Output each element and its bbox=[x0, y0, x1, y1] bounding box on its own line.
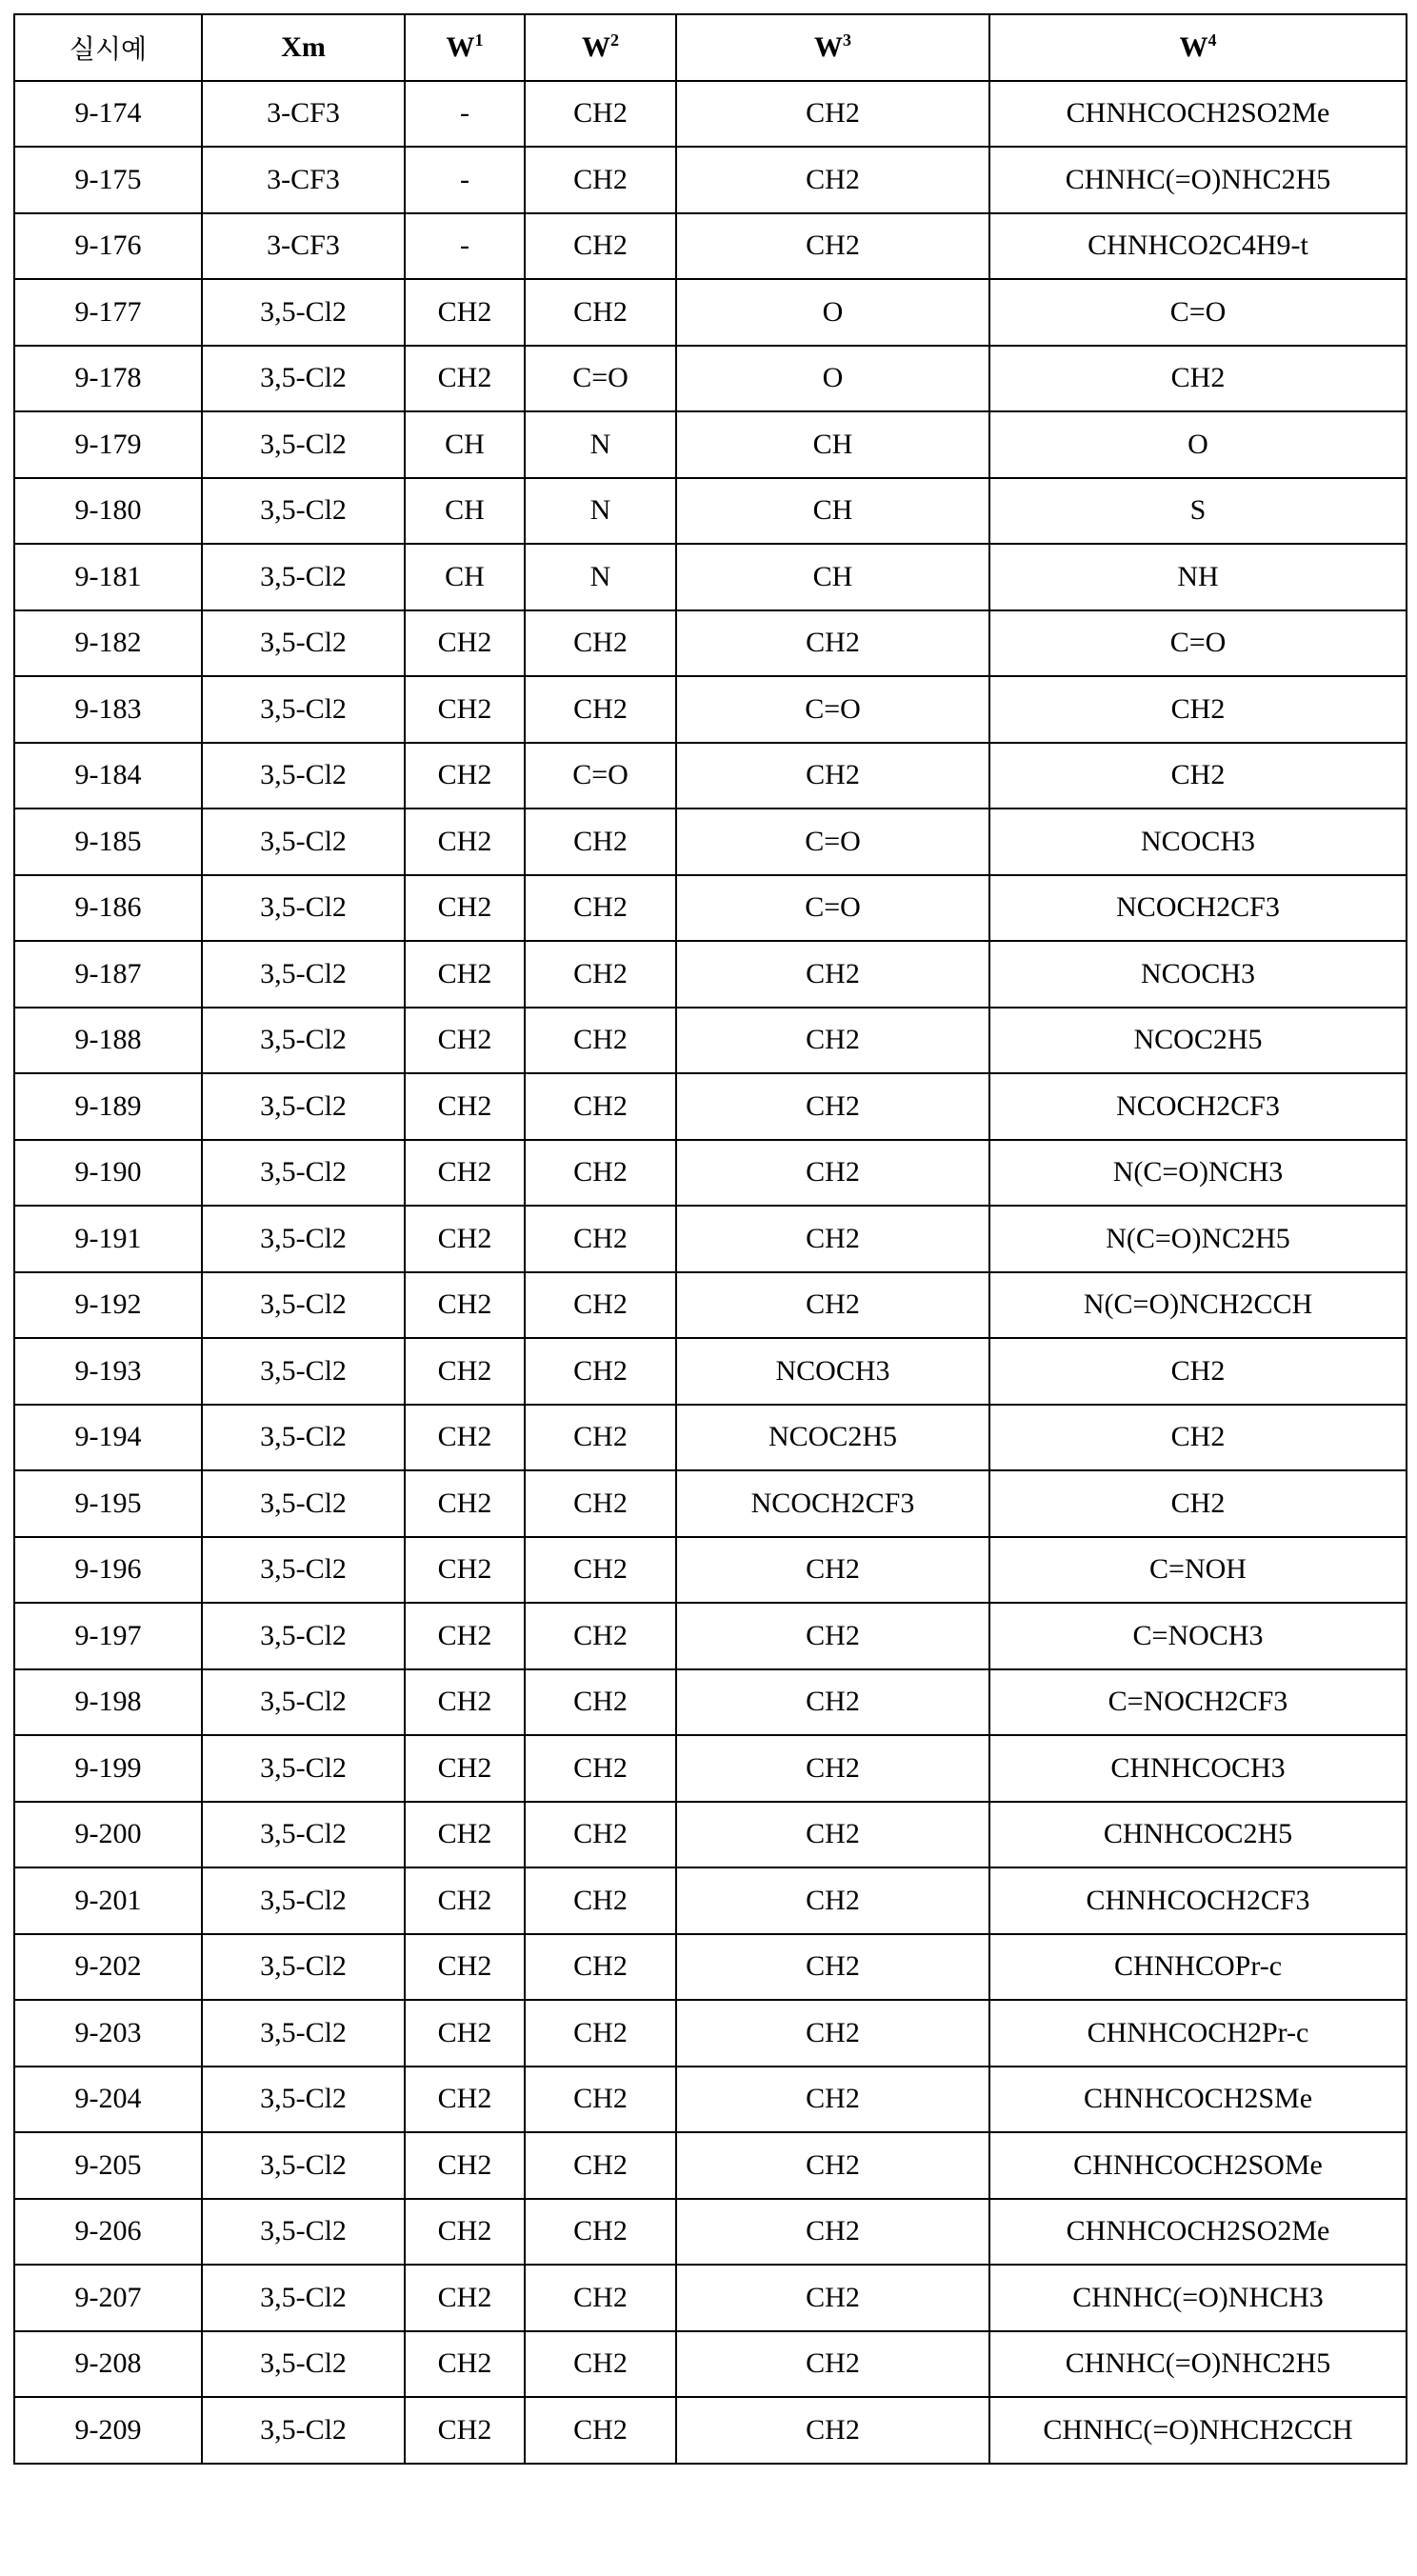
header-label: Xm bbox=[281, 31, 326, 63]
table-row bbox=[14, 1272, 1407, 1339]
cell-w2: CH2 bbox=[525, 2331, 676, 2398]
table-row bbox=[14, 279, 1407, 346]
cell-xm: 3,5-Cl2 bbox=[202, 610, 405, 677]
cell-w2: CH2 bbox=[525, 1008, 676, 1074]
cell-w4: CHNHCOCH2SO2Me bbox=[989, 81, 1407, 148]
cell-w3: CH2 bbox=[676, 1140, 989, 1207]
cell-xm: 3,5-Cl2 bbox=[202, 809, 405, 875]
cell-w3: CH2 bbox=[676, 1272, 989, 1339]
cell-w1: CH2 bbox=[405, 346, 525, 412]
cell-example-no: 9-190 bbox=[14, 1140, 202, 1207]
header-superscript: 3 bbox=[843, 30, 851, 50]
cell-example-no: 9-207 bbox=[14, 2265, 202, 2331]
cell-example-no: 9-182 bbox=[14, 610, 202, 677]
header-superscript: 4 bbox=[1208, 30, 1217, 50]
header-superscript: 1 bbox=[475, 30, 484, 50]
table-row bbox=[14, 610, 1407, 677]
cell-w4: CH2 bbox=[989, 1405, 1407, 1471]
cell-example-no: 9-204 bbox=[14, 2067, 202, 2133]
table-row bbox=[14, 1669, 1407, 1736]
header-label: W bbox=[814, 31, 843, 63]
cell-example-no: 9-196 bbox=[14, 1537, 202, 1604]
cell-w1: CH2 bbox=[405, 279, 525, 346]
cell-example-no: 9-179 bbox=[14, 411, 202, 478]
table-row bbox=[14, 1735, 1407, 1802]
cell-w3: C=O bbox=[676, 676, 989, 743]
cell-xm: 3-CF3 bbox=[202, 213, 405, 280]
cell-w2: CH2 bbox=[525, 1669, 676, 1736]
cell-w2: CH2 bbox=[525, 1802, 676, 1868]
cell-w1: CH2 bbox=[405, 2397, 525, 2464]
cell-w3: CH2 bbox=[676, 1008, 989, 1074]
cell-w2: CH2 bbox=[525, 2132, 676, 2199]
table-row bbox=[14, 346, 1407, 412]
cell-w1: CH2 bbox=[405, 1073, 525, 1140]
cell-w1: CH2 bbox=[405, 1470, 525, 1537]
cell-example-no: 9-192 bbox=[14, 1272, 202, 1339]
table-row bbox=[14, 1603, 1407, 1669]
cell-w1: CH2 bbox=[405, 676, 525, 743]
table-row bbox=[14, 2331, 1407, 2398]
cell-w4: CHNHCOC2H5 bbox=[989, 1802, 1407, 1868]
cell-w1: CH2 bbox=[405, 1934, 525, 2001]
cell-w2: CH2 bbox=[525, 2199, 676, 2266]
cell-w1: CH2 bbox=[405, 1272, 525, 1339]
cell-w1: - bbox=[405, 213, 525, 280]
cell-w1: CH2 bbox=[405, 941, 525, 1008]
cell-example-no: 9-187 bbox=[14, 941, 202, 1008]
cell-w2: CH2 bbox=[525, 1338, 676, 1405]
cell-w1: CH2 bbox=[405, 610, 525, 677]
cell-w3: CH2 bbox=[676, 1206, 989, 1272]
cell-example-no: 9-191 bbox=[14, 1206, 202, 1272]
table-row bbox=[14, 1338, 1407, 1405]
cell-w4: CH2 bbox=[989, 676, 1407, 743]
cell-example-no: 9-195 bbox=[14, 1470, 202, 1537]
header-label: 실시예 bbox=[70, 33, 147, 65]
cell-w1: - bbox=[405, 147, 525, 213]
cell-w4: CHNHCOCH2SMe bbox=[989, 2067, 1407, 2133]
cell-w4: C=NOH bbox=[989, 1537, 1407, 1604]
cell-w4: NH bbox=[989, 544, 1407, 610]
cell-w2: CH2 bbox=[525, 81, 676, 148]
cell-xm: 3,5-Cl2 bbox=[202, 1272, 405, 1339]
header-w2 bbox=[525, 14, 676, 81]
cell-xm: 3-CF3 bbox=[202, 81, 405, 148]
cell-w3: CH2 bbox=[676, 2000, 989, 2067]
cell-w4: C=O bbox=[989, 279, 1407, 346]
cell-w2: CH2 bbox=[525, 147, 676, 213]
cell-w2: CH2 bbox=[525, 1073, 676, 1140]
table-row bbox=[14, 2397, 1407, 2464]
table-row bbox=[14, 2000, 1407, 2067]
header-w1 bbox=[405, 14, 525, 81]
cell-w1: CH bbox=[405, 478, 525, 545]
table-row bbox=[14, 1140, 1407, 1207]
cell-w3: CH2 bbox=[676, 1603, 989, 1669]
cell-example-no: 9-183 bbox=[14, 676, 202, 743]
cell-w1: CH2 bbox=[405, 1669, 525, 1736]
cell-w4: O bbox=[989, 411, 1407, 478]
cell-w3: CH2 bbox=[676, 1669, 989, 1736]
cell-w4: CH2 bbox=[989, 346, 1407, 412]
cell-w1: CH2 bbox=[405, 2265, 525, 2331]
table-row bbox=[14, 147, 1407, 213]
table-row bbox=[14, 1405, 1407, 1471]
cell-xm: 3,5-Cl2 bbox=[202, 1867, 405, 1934]
cell-w1: CH2 bbox=[405, 1802, 525, 1868]
cell-w3: CH2 bbox=[676, 743, 989, 809]
cell-w4: C=NOCH2CF3 bbox=[989, 1669, 1407, 1736]
cell-w3: CH2 bbox=[676, 81, 989, 148]
cell-w3: CH2 bbox=[676, 610, 989, 677]
table-row bbox=[14, 544, 1407, 610]
cell-xm: 3,5-Cl2 bbox=[202, 346, 405, 412]
cell-xm: 3,5-Cl2 bbox=[202, 2132, 405, 2199]
cell-xm: 3,5-Cl2 bbox=[202, 2331, 405, 2398]
cell-w3: CH2 bbox=[676, 2199, 989, 2266]
cell-w2: CH2 bbox=[525, 1934, 676, 2001]
cell-w1: CH2 bbox=[405, 1008, 525, 1074]
cell-xm: 3,5-Cl2 bbox=[202, 2397, 405, 2464]
cell-example-no: 9-184 bbox=[14, 743, 202, 809]
cell-xm: 3,5-Cl2 bbox=[202, 2199, 405, 2266]
cell-w3: CH2 bbox=[676, 2265, 989, 2331]
header-w3 bbox=[676, 14, 989, 81]
table-row bbox=[14, 411, 1407, 478]
cell-xm: 3,5-Cl2 bbox=[202, 875, 405, 942]
table-row bbox=[14, 81, 1407, 148]
cell-w1: CH2 bbox=[405, 875, 525, 942]
cell-w2: CH2 bbox=[525, 1206, 676, 1272]
cell-w1: CH2 bbox=[405, 1603, 525, 1669]
cell-w1: CH2 bbox=[405, 1537, 525, 1604]
cell-w3: C=O bbox=[676, 875, 989, 942]
cell-w3: CH2 bbox=[676, 2397, 989, 2464]
cell-w4: CHNHCOCH2Pr-c bbox=[989, 2000, 1407, 2067]
cell-example-no: 9-200 bbox=[14, 1802, 202, 1868]
table-row bbox=[14, 1206, 1407, 1272]
cell-w4: CHNHCOPr-c bbox=[989, 1934, 1407, 2001]
cell-example-no: 9-209 bbox=[14, 2397, 202, 2464]
cell-w3: CH2 bbox=[676, 213, 989, 280]
cell-w2: CH2 bbox=[525, 1735, 676, 1802]
cell-w4: CHNHC(=O)NHCH3 bbox=[989, 2265, 1407, 2331]
header-label: W bbox=[582, 31, 610, 63]
table-row bbox=[14, 2067, 1407, 2133]
cell-xm: 3,5-Cl2 bbox=[202, 1008, 405, 1074]
cell-w3: CH2 bbox=[676, 1867, 989, 1934]
header-row bbox=[14, 14, 1407, 81]
cell-w1: CH2 bbox=[405, 2000, 525, 2067]
cell-w4: CH2 bbox=[989, 1338, 1407, 1405]
cell-w3: CH2 bbox=[676, 1934, 989, 2001]
cell-w2: CH2 bbox=[525, 676, 676, 743]
cell-xm: 3,5-Cl2 bbox=[202, 1206, 405, 1272]
cell-w2: CH2 bbox=[525, 1470, 676, 1537]
cell-w1: CH2 bbox=[405, 2199, 525, 2266]
cell-w1: CH bbox=[405, 544, 525, 610]
table-row bbox=[14, 809, 1407, 875]
cell-w2: CH2 bbox=[525, 213, 676, 280]
table-row bbox=[14, 1537, 1407, 1604]
cell-w3: CH bbox=[676, 411, 989, 478]
cell-w3: CH2 bbox=[676, 1537, 989, 1604]
cell-w2: N bbox=[525, 478, 676, 545]
table-row bbox=[14, 2265, 1407, 2331]
cell-w2: CH2 bbox=[525, 2067, 676, 2133]
cell-example-no: 9-181 bbox=[14, 544, 202, 610]
cell-example-no: 9-208 bbox=[14, 2331, 202, 2398]
cell-w3: CH2 bbox=[676, 147, 989, 213]
cell-w4: CHNHCOCH2CF3 bbox=[989, 1867, 1407, 1934]
cell-example-no: 9-202 bbox=[14, 1934, 202, 2001]
table-row bbox=[14, 1470, 1407, 1537]
cell-w3: CH2 bbox=[676, 2331, 989, 2398]
compound-table bbox=[13, 13, 1407, 2465]
cell-w4: C=NOCH3 bbox=[989, 1603, 1407, 1669]
table-row bbox=[14, 1802, 1407, 1868]
cell-w4: CHNHC(=O)NHCH2CCH bbox=[989, 2397, 1407, 2464]
cell-xm: 3,5-Cl2 bbox=[202, 1669, 405, 1736]
cell-example-no: 9-197 bbox=[14, 1603, 202, 1669]
cell-w3: CH2 bbox=[676, 2132, 989, 2199]
cell-w4: NCOC2H5 bbox=[989, 1008, 1407, 1074]
cell-xm: 3,5-Cl2 bbox=[202, 544, 405, 610]
cell-xm: 3,5-Cl2 bbox=[202, 2265, 405, 2331]
table-row bbox=[14, 478, 1407, 545]
table-row bbox=[14, 743, 1407, 809]
cell-w3: CH2 bbox=[676, 2067, 989, 2133]
cell-xm: 3,5-Cl2 bbox=[202, 676, 405, 743]
cell-w4: N(C=O)NC2H5 bbox=[989, 1206, 1407, 1272]
cell-xm: 3,5-Cl2 bbox=[202, 1073, 405, 1140]
cell-xm: 3,5-Cl2 bbox=[202, 279, 405, 346]
cell-w3: CH2 bbox=[676, 941, 989, 1008]
cell-w3: CH2 bbox=[676, 1802, 989, 1868]
cell-example-no: 9-189 bbox=[14, 1073, 202, 1140]
cell-w4: N(C=O)NCH3 bbox=[989, 1140, 1407, 1207]
table-row bbox=[14, 875, 1407, 942]
cell-w2: CH2 bbox=[525, 2000, 676, 2067]
cell-w2: CH2 bbox=[525, 1272, 676, 1339]
cell-w1: CH2 bbox=[405, 1338, 525, 1405]
table-row bbox=[14, 676, 1407, 743]
cell-xm: 3,5-Cl2 bbox=[202, 1537, 405, 1604]
cell-w4: NCOCH2CF3 bbox=[989, 875, 1407, 942]
cell-xm: 3,5-Cl2 bbox=[202, 1802, 405, 1868]
cell-w4: NCOCH3 bbox=[989, 809, 1407, 875]
table-row bbox=[14, 1934, 1407, 2001]
cell-example-no: 9-174 bbox=[14, 81, 202, 148]
header-label: W bbox=[447, 31, 475, 63]
cell-w2: CH2 bbox=[525, 2397, 676, 2464]
cell-w1: CH2 bbox=[405, 2132, 525, 2199]
header-example-no bbox=[14, 14, 202, 81]
cell-w2: CH2 bbox=[525, 1140, 676, 1207]
cell-w2: CH2 bbox=[525, 279, 676, 346]
cell-w4: NCOCH2CF3 bbox=[989, 1073, 1407, 1140]
cell-w2: CH2 bbox=[525, 2265, 676, 2331]
header-label: W bbox=[1180, 31, 1208, 63]
cell-example-no: 9-206 bbox=[14, 2199, 202, 2266]
header-xm bbox=[202, 14, 405, 81]
cell-w2: CH2 bbox=[525, 1405, 676, 1471]
cell-w2: CH2 bbox=[525, 610, 676, 677]
cell-example-no: 9-178 bbox=[14, 346, 202, 412]
cell-w4: C=O bbox=[989, 610, 1407, 677]
cell-xm: 3,5-Cl2 bbox=[202, 1603, 405, 1669]
cell-w1: CH2 bbox=[405, 2331, 525, 2398]
cell-xm: 3,5-Cl2 bbox=[202, 1140, 405, 1207]
table-row bbox=[14, 213, 1407, 280]
cell-example-no: 9-188 bbox=[14, 1008, 202, 1074]
cell-w2: CH2 bbox=[525, 875, 676, 942]
cell-w4: S bbox=[989, 478, 1407, 545]
cell-w4: CH2 bbox=[989, 743, 1407, 809]
cell-w4: CHNHCOCH2SOMe bbox=[989, 2132, 1407, 2199]
cell-w1: - bbox=[405, 81, 525, 148]
cell-example-no: 9-175 bbox=[14, 147, 202, 213]
cell-w1: CH2 bbox=[405, 1867, 525, 1934]
cell-w3: NCOC2H5 bbox=[676, 1405, 989, 1471]
cell-w4: CHNHC(=O)NHC2H5 bbox=[989, 147, 1407, 213]
cell-example-no: 9-180 bbox=[14, 478, 202, 545]
cell-example-no: 9-177 bbox=[14, 279, 202, 346]
cell-example-no: 9-193 bbox=[14, 1338, 202, 1405]
cell-w1: CH2 bbox=[405, 1405, 525, 1471]
cell-w2: N bbox=[525, 544, 676, 610]
cell-w3: NCOCH2CF3 bbox=[676, 1470, 989, 1537]
cell-w2: CH2 bbox=[525, 1603, 676, 1669]
cell-w2: CH2 bbox=[525, 941, 676, 1008]
cell-example-no: 9-201 bbox=[14, 1867, 202, 1934]
cell-xm: 3,5-Cl2 bbox=[202, 1470, 405, 1537]
cell-w2: C=O bbox=[525, 346, 676, 412]
cell-w3: CH bbox=[676, 544, 989, 610]
header-superscript: 2 bbox=[610, 30, 619, 50]
cell-example-no: 9-205 bbox=[14, 2132, 202, 2199]
cell-w1: CH bbox=[405, 411, 525, 478]
cell-w3: O bbox=[676, 346, 989, 412]
cell-w4: CHNHCOCH3 bbox=[989, 1735, 1407, 1802]
cell-w1: CH2 bbox=[405, 1140, 525, 1207]
cell-xm: 3,5-Cl2 bbox=[202, 478, 405, 545]
cell-w1: CH2 bbox=[405, 2067, 525, 2133]
cell-example-no: 9-185 bbox=[14, 809, 202, 875]
table-row bbox=[14, 2132, 1407, 2199]
cell-w4: CHNHCO2C4H9-t bbox=[989, 213, 1407, 280]
cell-w3: O bbox=[676, 279, 989, 346]
table-row bbox=[14, 1867, 1407, 1934]
header-w4 bbox=[989, 14, 1407, 81]
cell-example-no: 9-186 bbox=[14, 875, 202, 942]
cell-xm: 3,5-Cl2 bbox=[202, 1405, 405, 1471]
cell-w1: CH2 bbox=[405, 809, 525, 875]
table-row bbox=[14, 1008, 1407, 1074]
cell-w1: CH2 bbox=[405, 1735, 525, 1802]
cell-xm: 3-CF3 bbox=[202, 147, 405, 213]
cell-xm: 3,5-Cl2 bbox=[202, 2000, 405, 2067]
table-row bbox=[14, 941, 1407, 1008]
table-row bbox=[14, 2199, 1407, 2266]
cell-xm: 3,5-Cl2 bbox=[202, 411, 405, 478]
table-row bbox=[14, 1073, 1407, 1140]
cell-w3: C=O bbox=[676, 809, 989, 875]
cell-w4: CHNHC(=O)NHC2H5 bbox=[989, 2331, 1407, 2398]
cell-example-no: 9-198 bbox=[14, 1669, 202, 1736]
cell-example-no: 9-194 bbox=[14, 1405, 202, 1471]
cell-xm: 3,5-Cl2 bbox=[202, 743, 405, 809]
cell-w4: CH2 bbox=[989, 1470, 1407, 1537]
cell-w2: N bbox=[525, 411, 676, 478]
cell-xm: 3,5-Cl2 bbox=[202, 1735, 405, 1802]
cell-w3: CH bbox=[676, 478, 989, 545]
cell-xm: 3,5-Cl2 bbox=[202, 1934, 405, 2001]
cell-w1: CH2 bbox=[405, 1206, 525, 1272]
cell-w4: CHNHCOCH2SO2Me bbox=[989, 2199, 1407, 2266]
cell-w3: CH2 bbox=[676, 1735, 989, 1802]
cell-w4: NCOCH3 bbox=[989, 941, 1407, 1008]
cell-w3: CH2 bbox=[676, 1073, 989, 1140]
cell-w2: CH2 bbox=[525, 1867, 676, 1934]
cell-example-no: 9-176 bbox=[14, 213, 202, 280]
cell-w3: NCOCH3 bbox=[676, 1338, 989, 1405]
cell-w2: CH2 bbox=[525, 809, 676, 875]
cell-xm: 3,5-Cl2 bbox=[202, 1338, 405, 1405]
cell-w4: N(C=O)NCH2CCH bbox=[989, 1272, 1407, 1339]
cell-example-no: 9-203 bbox=[14, 2000, 202, 2067]
cell-xm: 3,5-Cl2 bbox=[202, 2067, 405, 2133]
cell-example-no: 9-199 bbox=[14, 1735, 202, 1802]
cell-xm: 3,5-Cl2 bbox=[202, 941, 405, 1008]
cell-w1: CH2 bbox=[405, 743, 525, 809]
cell-w2: C=O bbox=[525, 743, 676, 809]
cell-w2: CH2 bbox=[525, 1537, 676, 1604]
